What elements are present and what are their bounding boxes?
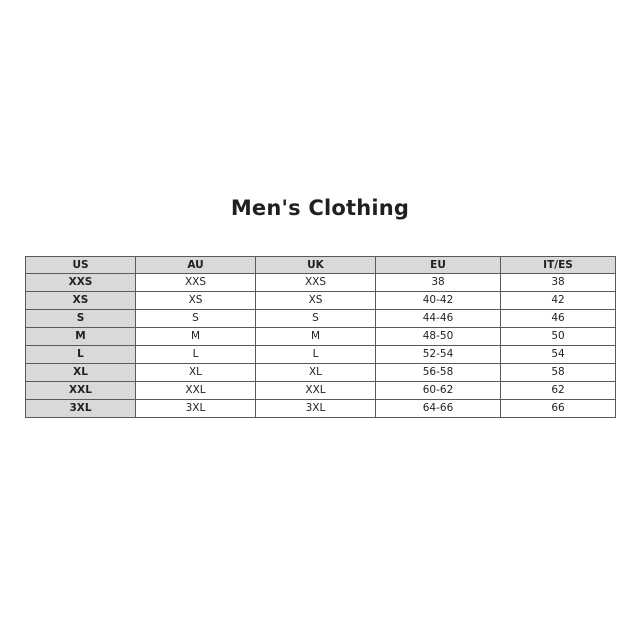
- cell-it-es: 42: [501, 292, 616, 310]
- cell-eu: 60-62: [376, 382, 501, 400]
- cell-eu: 38: [376, 274, 501, 292]
- table-row: [26, 364, 616, 382]
- column-header-us: US: [26, 257, 136, 274]
- cell-au: L: [136, 346, 256, 364]
- column-header-uk: UK: [256, 257, 376, 274]
- table-body: [26, 274, 616, 418]
- cell-au: S: [136, 310, 256, 328]
- cell-eu: 40-42: [376, 292, 501, 310]
- cell-au: XL: [136, 364, 256, 382]
- cell-it-es: 38: [501, 274, 616, 292]
- cell-us: XS: [26, 292, 136, 310]
- cell-it-es: 62: [501, 382, 616, 400]
- cell-uk: S: [256, 310, 376, 328]
- cell-us: XXL: [26, 382, 136, 400]
- table-row: [26, 274, 616, 292]
- cell-au: M: [136, 328, 256, 346]
- size-table-container: [25, 256, 615, 418]
- cell-au: XS: [136, 292, 256, 310]
- table-row: [26, 400, 616, 418]
- cell-us: S: [26, 310, 136, 328]
- size-conversion-table: [25, 256, 616, 418]
- cell-uk: XXL: [256, 382, 376, 400]
- cell-eu: 64-66: [376, 400, 501, 418]
- cell-uk: M: [256, 328, 376, 346]
- cell-uk: 3XL: [256, 400, 376, 418]
- cell-us: L: [26, 346, 136, 364]
- cell-it-es: 54: [501, 346, 616, 364]
- cell-uk: L: [256, 346, 376, 364]
- table-row: [26, 382, 616, 400]
- cell-au: 3XL: [136, 400, 256, 418]
- cell-au: XXS: [136, 274, 256, 292]
- cell-uk: XL: [256, 364, 376, 382]
- page-title: Men's Clothing: [230, 196, 410, 220]
- column-header-au: AU: [136, 257, 256, 274]
- cell-eu: 44-46: [376, 310, 501, 328]
- cell-us: XXS: [26, 274, 136, 292]
- table-header: [26, 257, 616, 274]
- cell-it-es: 46: [501, 310, 616, 328]
- cell-it-es: 58: [501, 364, 616, 382]
- cell-eu: 48-50: [376, 328, 501, 346]
- table-header-row: [26, 257, 616, 274]
- cell-us: XL: [26, 364, 136, 382]
- cell-uk: XS: [256, 292, 376, 310]
- cell-eu: 52-54: [376, 346, 501, 364]
- cell-us: M: [26, 328, 136, 346]
- cell-uk: XXS: [256, 274, 376, 292]
- cell-it-es: 66: [501, 400, 616, 418]
- cell-eu: 56-58: [376, 364, 501, 382]
- column-header-it-es: IT/ES: [501, 257, 616, 274]
- table-row: [26, 346, 616, 364]
- column-header-eu: EU: [376, 257, 501, 274]
- table-row: [26, 310, 616, 328]
- cell-us: 3XL: [26, 400, 136, 418]
- cell-au: XXL: [136, 382, 256, 400]
- table-row: [26, 292, 616, 310]
- cell-it-es: 50: [501, 328, 616, 346]
- table-row: [26, 328, 616, 346]
